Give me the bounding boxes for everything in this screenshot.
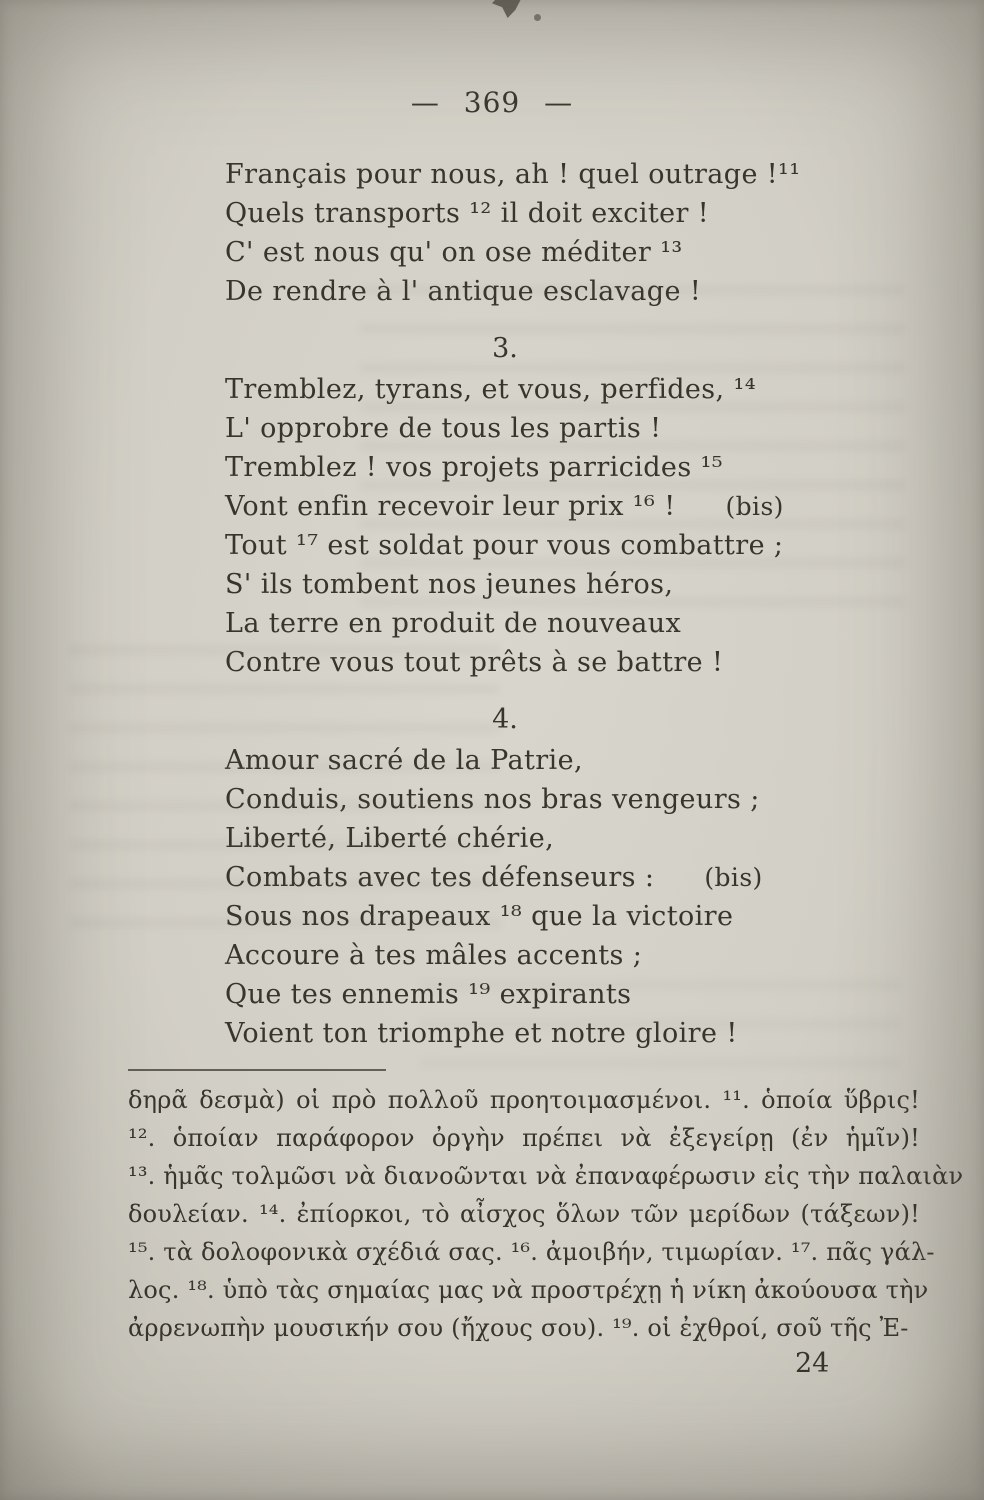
verse-text: C' est nous qu' on ose méditer ¹³ [225, 237, 683, 268]
footnotes-block [128, 1081, 964, 1347]
footnote-line: δουλείαν. ¹⁴. ἐπίορκοι, τὸ αἶσχος ὅλων τῶν μερίδων (τάξεων)! [128, 1200, 920, 1228]
footnote-line: ¹⁵. τὰ δολοφονικὰ σχέδιά σας. ¹⁶. ἀμοιβήν, τιμωρίαν. ¹⁷. πᾶς γάλ- [128, 1238, 935, 1266]
verse-text: Liberté, Liberté chérie, [225, 823, 555, 854]
verse-text: L' opprobre de tous les partis ! [225, 413, 662, 444]
poem-body [225, 155, 885, 1053]
verse-line [225, 272, 885, 311]
verse-text: Tremblez, tyrans, et vous, perfides, ¹⁴ [225, 374, 756, 405]
verse-text: Voient ton triomphe et notre gloire ! [225, 1018, 738, 1049]
verse-line [225, 194, 885, 233]
footnote-line: ¹³. ἡμᾶς τολμῶσι νὰ διανοῶνται νὰ ἐπαναφέρωσιν εἰς τὴν παλαιὰν [128, 1162, 964, 1190]
footnote-line: ¹². ὁποίαν παράφορον ὀργὴν πρέπει νὰ ἐξεγείρῃ (ἐν ἡμῖν)! [128, 1124, 920, 1152]
footnote-line: δηρᾶ δεσμὰ) οἱ πρὸ πολλοῦ προητοιμασμένοι. ¹¹. ὁποία ὕβρις! [128, 1086, 920, 1114]
stanza-2-continuation [225, 155, 885, 311]
verse-text: Tremblez ! vos projets parricides ¹⁵ [225, 452, 724, 483]
verse-line [225, 233, 885, 272]
verse-text: Accoure à tes mâles accents ; [225, 940, 643, 971]
verse-text: Vont enfin recevoir leur prix ¹⁶ ! [225, 491, 676, 522]
verse-line [225, 1014, 885, 1053]
verse-line [225, 936, 885, 975]
verse-line [225, 819, 885, 858]
scan-spot-artifact [534, 14, 541, 21]
stanza-heading-4: 4. [492, 704, 518, 735]
stanza-3 [225, 370, 885, 682]
verse-text: De rendre à l' antique esclavage ! [225, 276, 702, 307]
verse-text: Tout ¹⁷ est soldat pour vous combattre ; [225, 530, 784, 561]
verse-line [225, 897, 885, 936]
verse-line [225, 858, 885, 897]
verse-line [225, 409, 885, 448]
footnote-line: ἀρρενωπὴν μουσικήν σου (ἤχους σου). ¹⁹. οἱ ἐχθροί, σοῦ τῆς Ἐ- [128, 1314, 909, 1342]
footnote-line: λος. ¹⁸. ὑπὸ τὰς σημαίας μας νὰ προστρέχῃ ἡ νίκη ἀκούουσα τὴν [128, 1276, 929, 1304]
verse-text: Quels transports ¹² il doit exciter ! [225, 198, 710, 229]
verse-line [225, 155, 885, 194]
verse-text: Amour sacré de la Patrie, [225, 745, 583, 776]
verse-text: Conduis, soutiens nos bras vengeurs ; [225, 784, 760, 815]
verse-line [225, 370, 885, 409]
verse-line [225, 565, 885, 604]
verse-line [225, 604, 885, 643]
verse-line [225, 741, 885, 780]
verse-line [225, 975, 885, 1014]
footnote-separator [128, 1069, 386, 1071]
bis-annotation: (bis) [704, 863, 763, 892]
verse-text: Combats avec tes défenseurs : [225, 862, 655, 893]
signature-mark: 24 [795, 1348, 830, 1379]
verse-line [225, 487, 885, 526]
verse-text: La terre en produit de nouveaux [225, 608, 682, 639]
stanza-heading-3: 3. [492, 333, 518, 364]
verse-text: Sous nos drapeaux ¹⁸ que la victoire [225, 901, 734, 932]
stanza-4 [225, 741, 885, 1053]
verse-line [225, 448, 885, 487]
verse-line [225, 780, 885, 819]
page-number: — 369 — [410, 86, 574, 119]
verse-line [225, 643, 885, 682]
verse-text: Français pour nous, ah ! quel outrage !¹¹ [225, 159, 801, 190]
verse-text: Que tes ennemis ¹⁹ expirants [225, 979, 632, 1010]
verse-text: Contre vous tout prêts à se battre ! [225, 647, 724, 678]
verse-text: S' ils tombent nos jeunes héros, [225, 569, 674, 600]
bis-annotation: (bis) [725, 492, 784, 521]
verse-line [225, 526, 885, 565]
